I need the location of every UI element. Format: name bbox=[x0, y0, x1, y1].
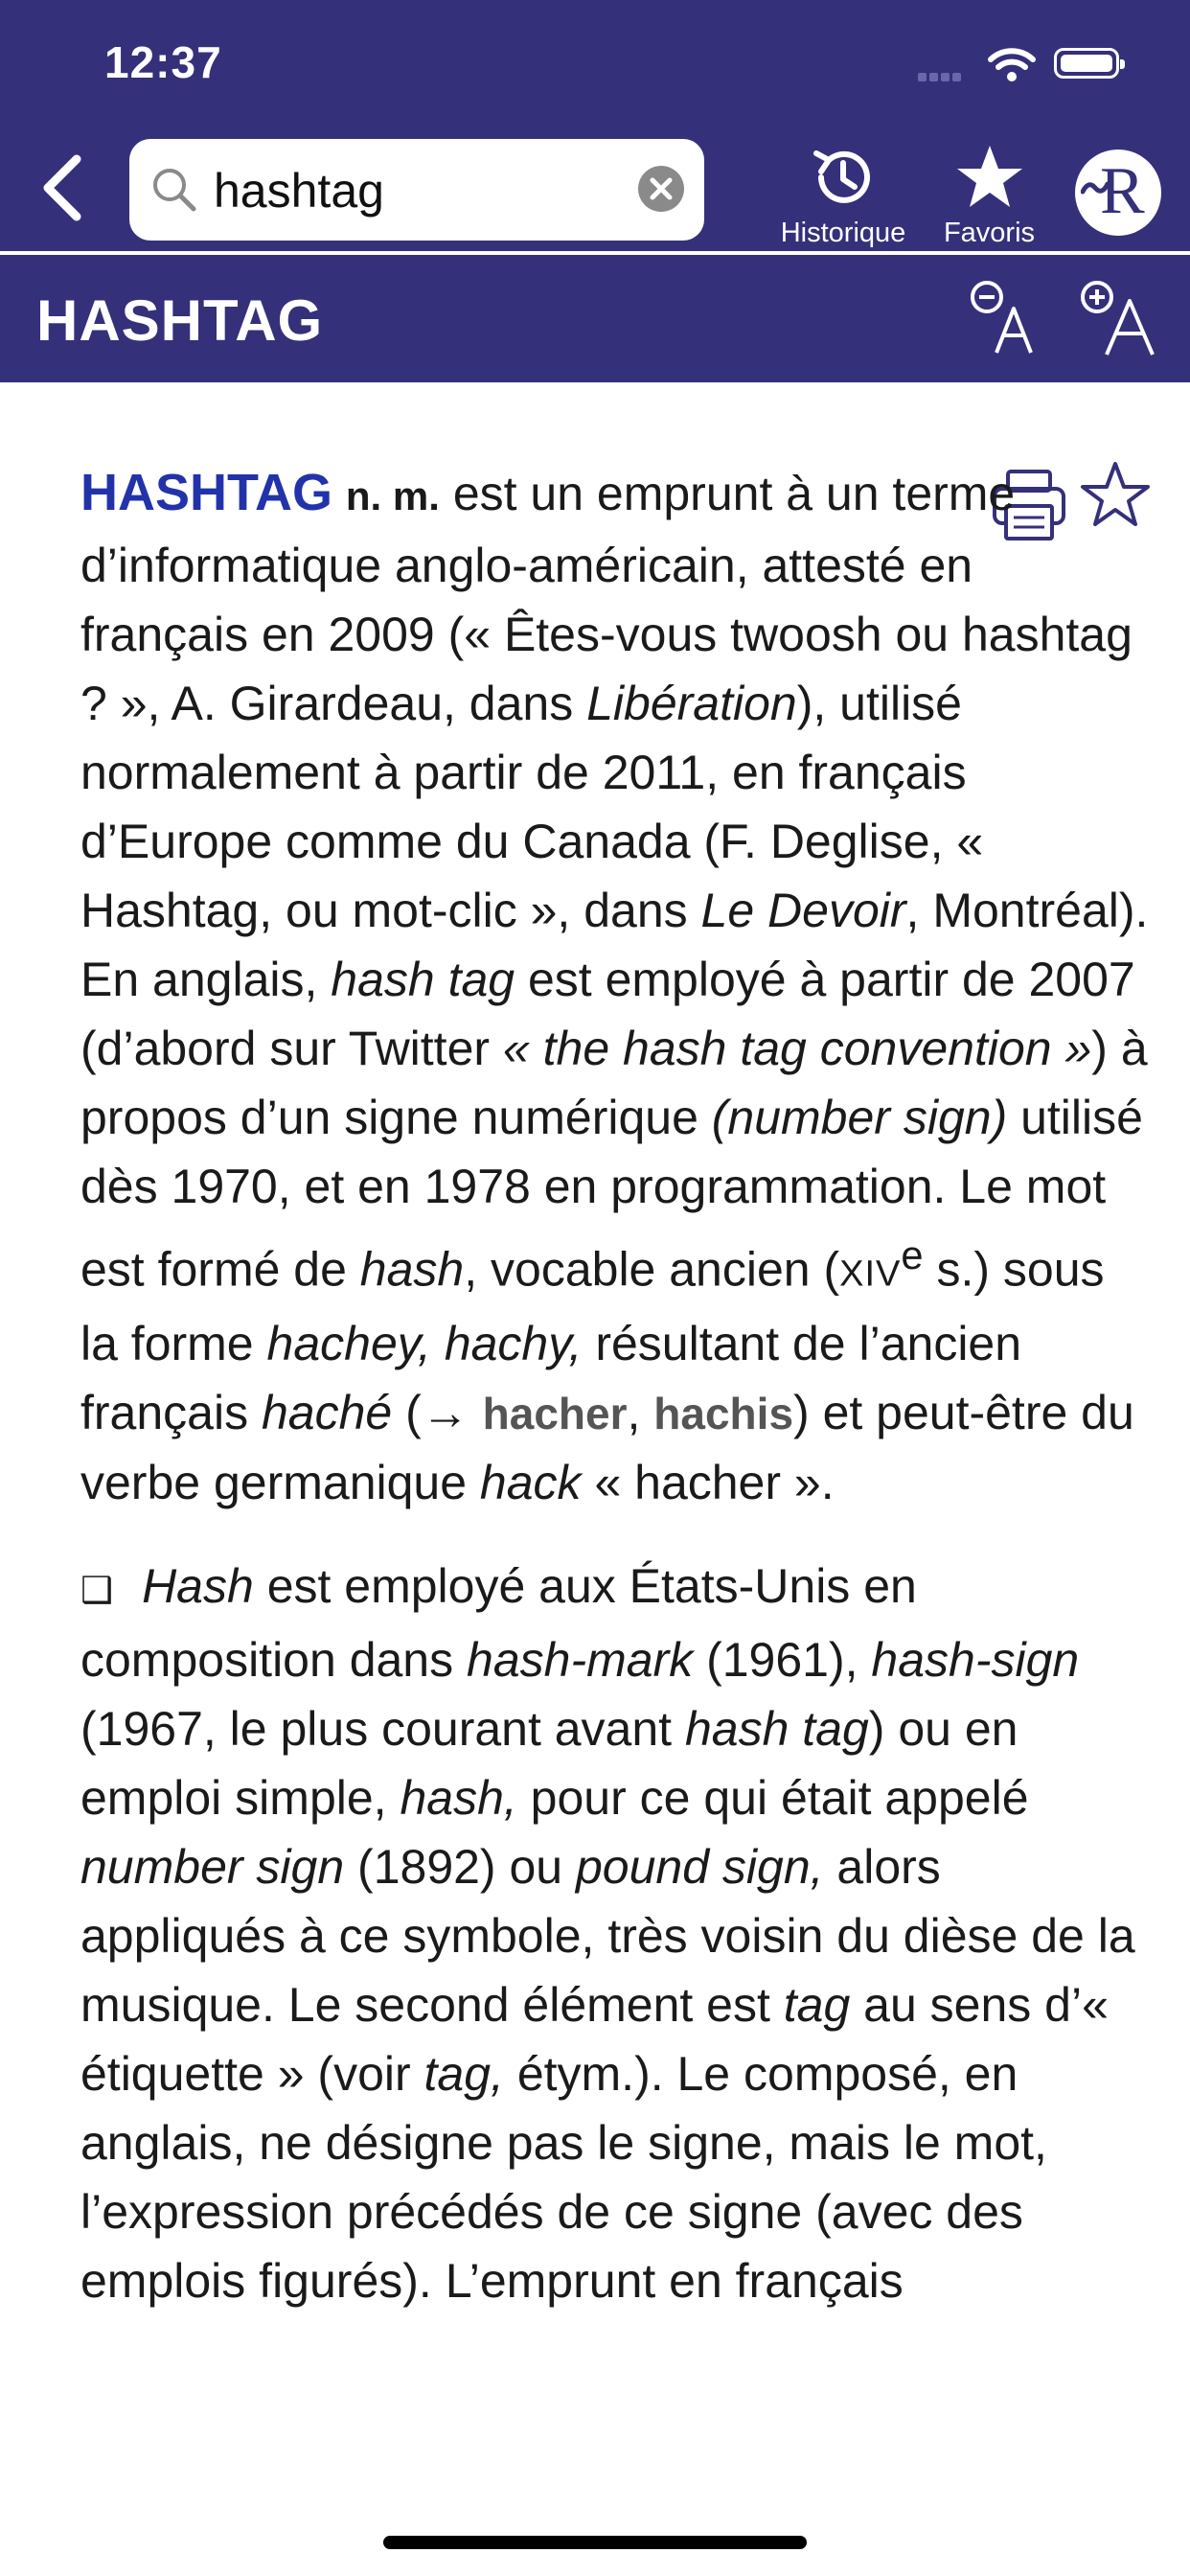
century-superscript: e bbox=[901, 1232, 924, 1277]
text-run: (1892) ou bbox=[344, 1839, 576, 1894]
magnifier-icon bbox=[150, 166, 198, 214]
text-run: étym.). Le composé, en anglais, ne désigne pas le signe, mais le mot, l’expression précédés de ce signe (avec des emplois figurés). L’emprunt en français bbox=[80, 2046, 1047, 2308]
logo-letter: R bbox=[1100, 154, 1145, 228]
italic-term: haché bbox=[261, 1385, 393, 1439]
wifi-icon bbox=[987, 46, 1037, 82]
search-input[interactable] bbox=[212, 156, 637, 225]
text-run: ) et peut-être du verbe germanique bbox=[80, 1385, 1134, 1509]
text-size-increase-icon[interactable] bbox=[1078, 274, 1164, 360]
clear-search-icon[interactable] bbox=[637, 165, 685, 213]
history-button[interactable] bbox=[771, 142, 915, 249]
word-header-bar bbox=[0, 255, 1190, 382]
paragraph-etymology bbox=[80, 458, 1154, 1517]
text-run: est employé aux États-Unis en composition dans bbox=[80, 1558, 917, 1687]
status-time: 12:37 bbox=[104, 37, 222, 87]
italic-term: tag, bbox=[423, 2046, 504, 2101]
search-field[interactable] bbox=[129, 139, 704, 241]
text-run: utilisé dès 1970, et en 1978 en programmation. Le mot est formé de bbox=[80, 1091, 1143, 1297]
text-run: ), utilisé normalement à partir de 2011, en français d’Europe comme du Canada (F. Deglise, « Hashtag, ou mot-clic », dans bbox=[80, 677, 984, 937]
text-run: est un emprunt à un terme d’informatique anglo-américain, attesté en français en 2009 (« Êtes-vous twoosh ou hashtag ? », A. Girardeau, dans bbox=[80, 467, 1133, 730]
text-run: alors appliqués à ce symbole, très voisin du dièse de la musique. Le second élément est bbox=[80, 1839, 1135, 2032]
text-run: au sens d’« étiquette » (voir bbox=[80, 1977, 1109, 2101]
italic-term: hash bbox=[359, 1242, 465, 1297]
italic-term: hack bbox=[479, 1455, 582, 1509]
italic-term: hash-mark bbox=[467, 1632, 694, 1687]
text-run: s.) sous la forme bbox=[80, 1242, 1105, 1370]
history-label: Historique bbox=[780, 218, 906, 248]
favorites-label: Favoris bbox=[943, 218, 1036, 248]
italic-term: tag bbox=[783, 1977, 851, 2032]
text-run: pour ce qui était appelé bbox=[516, 1770, 1029, 1825]
entry-article bbox=[80, 458, 1154, 2315]
headword: HASHTAG bbox=[80, 464, 332, 521]
xref-hachis-link[interactable]: hachis bbox=[653, 1388, 794, 1438]
history-clock-icon bbox=[808, 142, 879, 213]
text-run: , bbox=[627, 1385, 654, 1439]
italic-term: Hash bbox=[142, 1558, 254, 1613]
text-run: (1967, le plus courant avant bbox=[80, 1701, 685, 1756]
text-run: , Montréal). En anglais, bbox=[80, 884, 1149, 1006]
back-chevron-icon[interactable] bbox=[36, 153, 90, 222]
cellular-signal-icon bbox=[918, 69, 964, 86]
italic-term: hash tag bbox=[331, 953, 515, 1006]
italic-term: (number sign) bbox=[711, 1091, 1008, 1144]
text-run: est employé à partir de 2007 (d’abord sur Twitter bbox=[80, 953, 1135, 1075]
top-bar bbox=[0, 0, 1190, 253]
italic-term: number sign bbox=[80, 1839, 345, 1894]
italic-quote: « the hash tag convention » bbox=[502, 1022, 1092, 1075]
source-title: Le Devoir bbox=[700, 884, 906, 937]
italic-term: hash-sign bbox=[871, 1632, 1080, 1687]
italic-term: hachey, hachy, bbox=[266, 1316, 583, 1370]
text-run: ) à propos d’un signe numérique bbox=[80, 1022, 1148, 1144]
text-size-decrease-icon[interactable] bbox=[968, 274, 1044, 360]
battery-icon bbox=[1054, 48, 1119, 79]
text-run: ) ou en emploi simple, bbox=[80, 1701, 1018, 1825]
text-run: (1961), bbox=[693, 1632, 872, 1687]
italic-term: hash tag bbox=[684, 1701, 869, 1756]
favorites-button[interactable] bbox=[934, 142, 1044, 249]
century-numeral: XIV bbox=[839, 1254, 902, 1295]
entry-title: HASHTAG bbox=[36, 288, 324, 353]
square-bullet-icon: ❑ bbox=[80, 1570, 114, 1611]
paragraph-usage bbox=[80, 1552, 1154, 2315]
text-run: , vocable ancien ( bbox=[464, 1242, 840, 1297]
italic-term: pound sign, bbox=[575, 1839, 824, 1894]
italic-term: hash, bbox=[400, 1770, 517, 1825]
text-run: résultant de l’ancien français bbox=[80, 1316, 1022, 1439]
star-filled-icon bbox=[954, 142, 1025, 213]
part-of-speech: n. m. bbox=[345, 473, 440, 518]
source-title: Libération bbox=[586, 677, 797, 730]
robert-logo-button[interactable] bbox=[1075, 150, 1161, 236]
text-run: « hacher ». bbox=[581, 1455, 835, 1509]
xref-hacher-link[interactable]: hacher bbox=[482, 1388, 628, 1438]
home-indicator[interactable] bbox=[383, 2536, 807, 2549]
text-run: (→ bbox=[392, 1385, 483, 1439]
